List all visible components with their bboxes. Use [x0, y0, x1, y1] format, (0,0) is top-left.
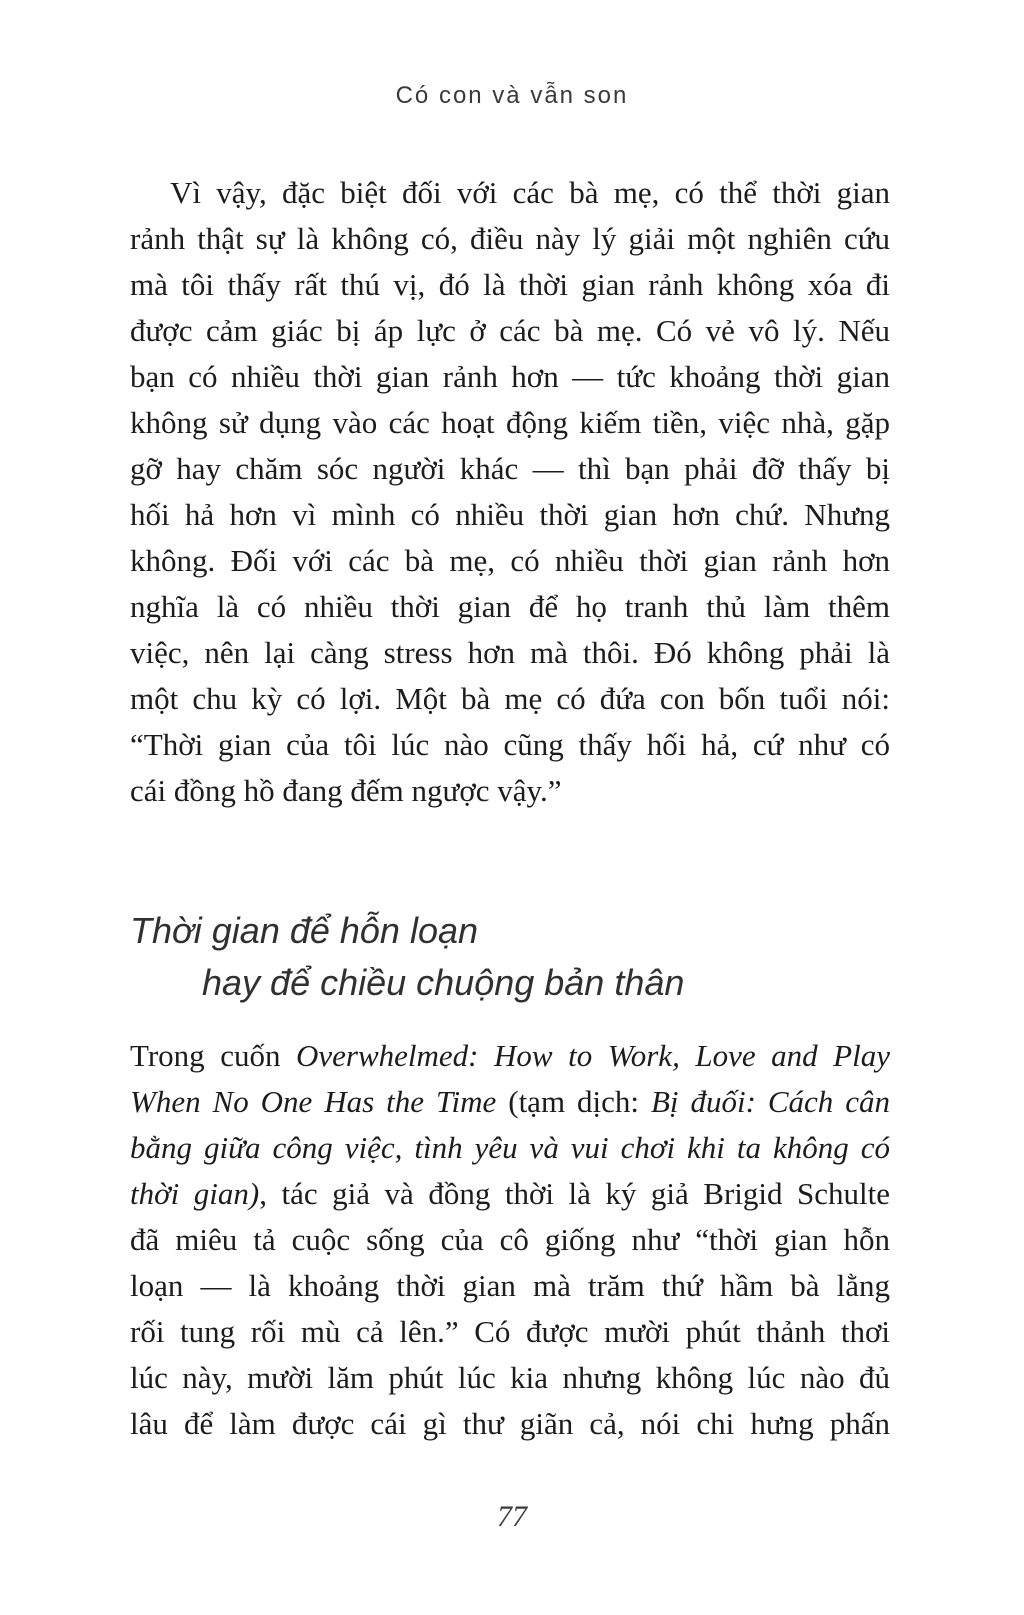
- text-segment: không. Đối với các bà mẹ, có nhiều thời gian rảnh hơn: [130, 543, 890, 578]
- text-segment: rối tung rối mù cả lên.” Có được mười phút thảnh thơi: [130, 1314, 890, 1349]
- section-heading-line-2: hay để chiều chuộng bản thân: [202, 962, 685, 1003]
- text-line: [130, 538, 890, 584]
- text-segment: , tác giả và đồng thời là ký giả Brigid Schulte: [259, 1176, 890, 1211]
- text-line: [130, 354, 890, 400]
- paragraph-2: [130, 1033, 890, 1447]
- text-line: [130, 446, 890, 492]
- section-heading: [130, 905, 890, 1009]
- text-segment: đã miêu tả cuộc sống của cô giống như “thời gian hỗn: [130, 1222, 890, 1257]
- text-line: [130, 1125, 890, 1171]
- italic-text-segment: thời gian): [130, 1176, 260, 1211]
- text-segment: mà tôi thấy rất thú vị, đó là thời gian rảnh không xóa đi: [130, 267, 890, 302]
- text-segment: một chu kỳ có lợi. Một bà mẹ có đứa con bốn tuổi nói:: [130, 681, 890, 716]
- text-line: [130, 1355, 890, 1401]
- text-segment: không sử dụng vào các hoạt động kiếm tiền, việc nhà, gặp: [130, 405, 890, 440]
- text-segment: bạn có nhiều thời gian rảnh hơn — tức khoảng thời gian: [130, 359, 890, 394]
- text-line: [130, 676, 890, 722]
- page-number: 77: [497, 1500, 527, 1533]
- text-line: [130, 630, 890, 676]
- running-header: Có con và vẫn son: [395, 82, 629, 109]
- text-line: [130, 262, 890, 308]
- text-segment: lâu để làm được cái gì thư giãn cả, nói chi hưng phấn: [130, 1406, 890, 1441]
- text-segment: cái đồng hồ đang đếm ngược vậy.”: [130, 773, 562, 808]
- text-line: [130, 216, 890, 262]
- text-segment: nghĩa là có nhiều thời gian để họ tranh thủ làm thêm: [130, 589, 890, 624]
- text-line: [130, 584, 890, 630]
- text-line: [130, 308, 890, 354]
- text-line: [130, 1401, 890, 1447]
- italic-text-segment: When No One Has the Time: [130, 1084, 497, 1119]
- text-line: [130, 1309, 890, 1355]
- text-segment: loạn — là khoảng thời gian mà trăm thứ hầm bà lằng: [130, 1268, 890, 1303]
- text-line: [130, 1217, 890, 1263]
- text-segment: được cảm giác bị áp lực ở các bà mẹ. Có vẻ vô lý. Nếu: [130, 313, 890, 348]
- text-segment: việc, nên lại càng stress hơn mà thôi. Đó không phải là: [130, 635, 890, 670]
- text-segment: hối hả hơn vì mình có nhiều thời gian hơn chứ. Nhưng: [130, 497, 890, 532]
- italic-text-segment: bằng giữa công việc, tình yêu và vui chơi khi ta không có: [130, 1130, 890, 1165]
- text-line: [130, 1079, 890, 1125]
- text-segment: “Thời gian của tôi lúc nào cũng thấy hối hả, cứ như có: [130, 727, 890, 762]
- text-segment: Trong cuốn: [130, 1038, 296, 1073]
- text-segment: rảnh thật sự là không có, điều này lý giải một nghiên cứu: [130, 221, 890, 256]
- text-line: [130, 170, 890, 216]
- italic-text-segment: Bị đuối: Cách cân: [650, 1084, 890, 1119]
- text-segment: Vì vậy, đặc biệt đối với các bà mẹ, có thể thời gian: [170, 175, 890, 210]
- section-heading-line-1: Thời gian để hỗn loạn: [130, 910, 479, 951]
- text-line: [130, 1033, 890, 1079]
- text-line: [130, 768, 890, 814]
- text-line: [130, 722, 890, 768]
- text-line: [130, 492, 890, 538]
- text-line: [130, 400, 890, 446]
- text-line: [130, 1171, 890, 1217]
- italic-text-segment: Overwhelmed: How to Work, Love and Play: [296, 1038, 890, 1073]
- text-segment: lúc này, mười lăm phút lúc kia nhưng không lúc nào đủ: [130, 1360, 890, 1395]
- text-line: [130, 1263, 890, 1309]
- text-segment: gỡ hay chăm sóc người khác — thì bạn phải đỡ thấy bị: [130, 451, 890, 486]
- text-segment: (tạm dịch:: [496, 1084, 651, 1119]
- paragraph-1: [130, 170, 890, 814]
